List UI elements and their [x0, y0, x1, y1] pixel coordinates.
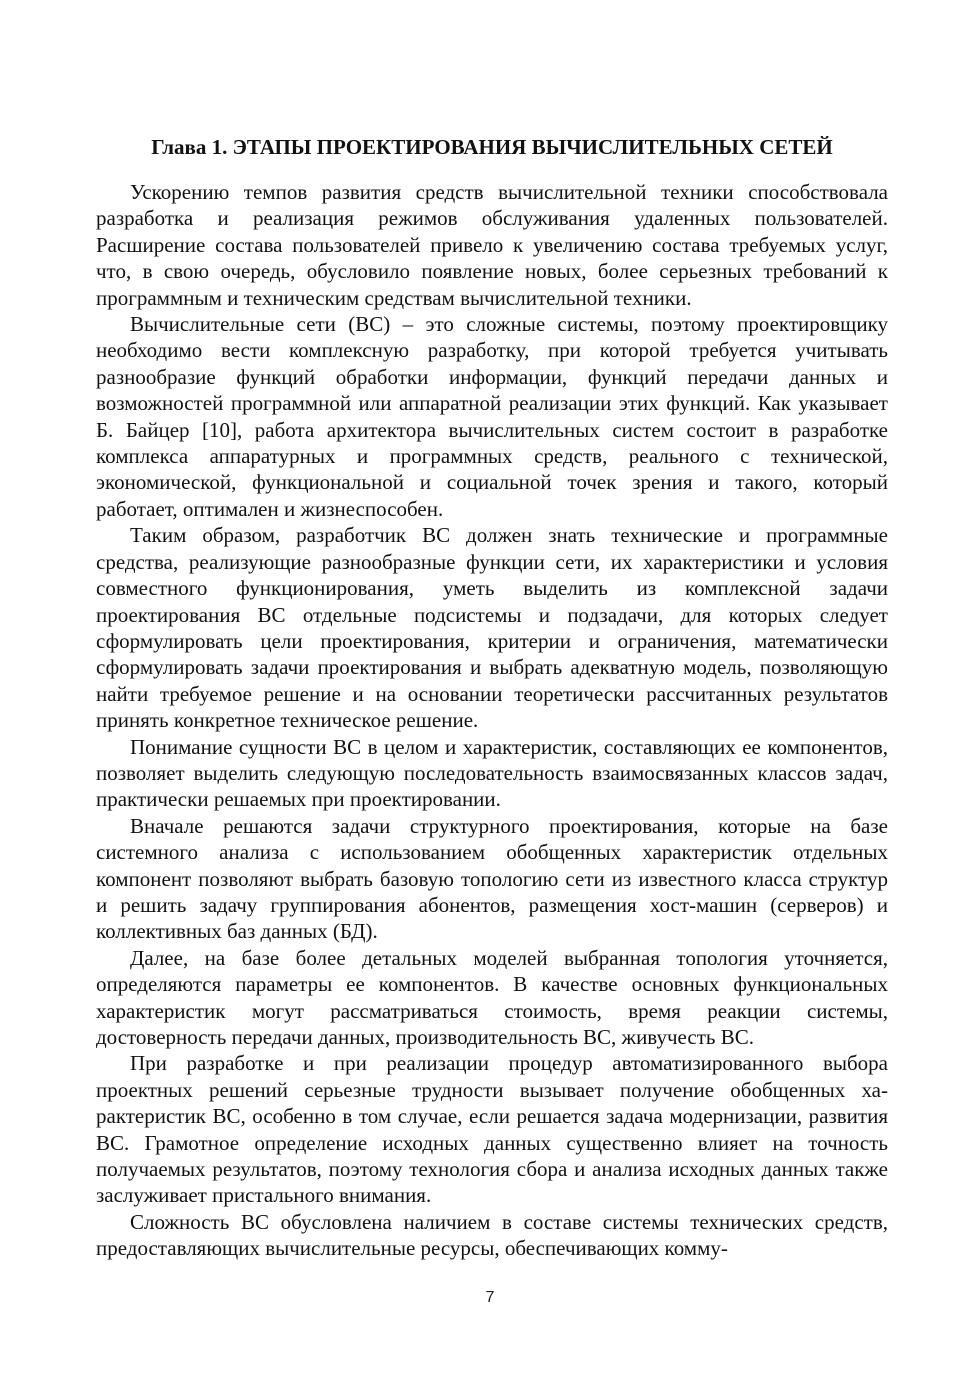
paragraph: Сложность ВС обусловлена наличием в составе системы технических средств, предоставляющих вычислительные ресурсы, обеспечивающих комму-	[96, 1209, 888, 1261]
paragraph: Таким образом, разработчик ВС должен знать технические и программные средства, реализующие разнообразные функции сети, их характеристики и условия совместного функционирования, уметь выделить из комплексной задачи проектирования ВС отдельные подсистемы и подзадачи, для которых следует сформулировать цели проектирования, критерии и ограничения, математически сформулировать задачи проектирования и выбрать адекватную модель, позволяющую найти требуемое решение и на основании теоретически рассчитанных результатов принять конкретное техническое решение.	[96, 523, 888, 733]
body-text	[96, 179, 888, 1262]
paragraph: Ускорению темпов развития средств вычислительной техники способствовала разработка и реализация режимов обслуживания удаленных пользователей. Расширение состава пользователей привело к увеличению состава требуемых услуг, что, в свою очередь, обусловило появление новых, более серьезных требований к программным и техническим средствам вычислительной техники.	[96, 180, 888, 310]
paragraph: Понимание сущности ВС в целом и характеристик, составляющих ее компонентов, позволяет выделить следующую последовательность взаимосвязанных классов задач, практически решаемых при проектировании.	[96, 734, 888, 812]
paragraph: Вычислительные сети (ВС) – это сложные системы, поэтому проектировщику необходимо вести комплексную разработку, при которой требуется учитывать разнообразие функций обработки информации, функций передачи данных и возможностей программной или аппаратной реализации этих функций. Как указывает Б. Байцер [10], работа архитектора вычислительных систем состоит в разработке комплекса аппаратурных и программных средств, реального с технической, экономической, функциональной и социальной точек зрения и такого, который работает, оптимален и жизнеспособен.	[96, 312, 888, 521]
paragraph: Вначале решаются задачи структурного проектирования, которые на базе системного анализа с использованием обобщенных характеристик отдельных компонент позволяют выбрать базовую топологию сети из известного класса структур и решить задачу группирования абонентов, размещения хост-машин (серверов) и коллективных баз данных (БД).	[96, 813, 888, 944]
paragraph: При разработке и при реализации процедур автоматизированного выбора проектных решений серьезные трудности вызывает получение обобщенных характеристик ВС, особенно в том случае, если решается задача модернизации, развития ВС. Грамотное определение исходных данных существенно влияет на точность получаемых результатов, поэтому технология сбора и анализа исходных данных также заслуживает пристального внимания.	[96, 1051, 888, 1208]
chapter-title: Глава 1. ЭТАПЫ ПРОЕКТИРОВАНИЯ ВЫЧИСЛИТЕЛЬНЫХ СЕТЕЙ	[151, 135, 833, 159]
paragraph: Далее, на базе более детальных моделей выбранная топология уточняется, определяются параметры ее компонентов. В качестве основных функциональных характеристик могут рассматриваться стоимость, время реакции системы, достоверность передачи данных, производительность ВС, живучесть ВС.	[96, 945, 888, 1049]
page-number: 7	[485, 1289, 495, 1306]
